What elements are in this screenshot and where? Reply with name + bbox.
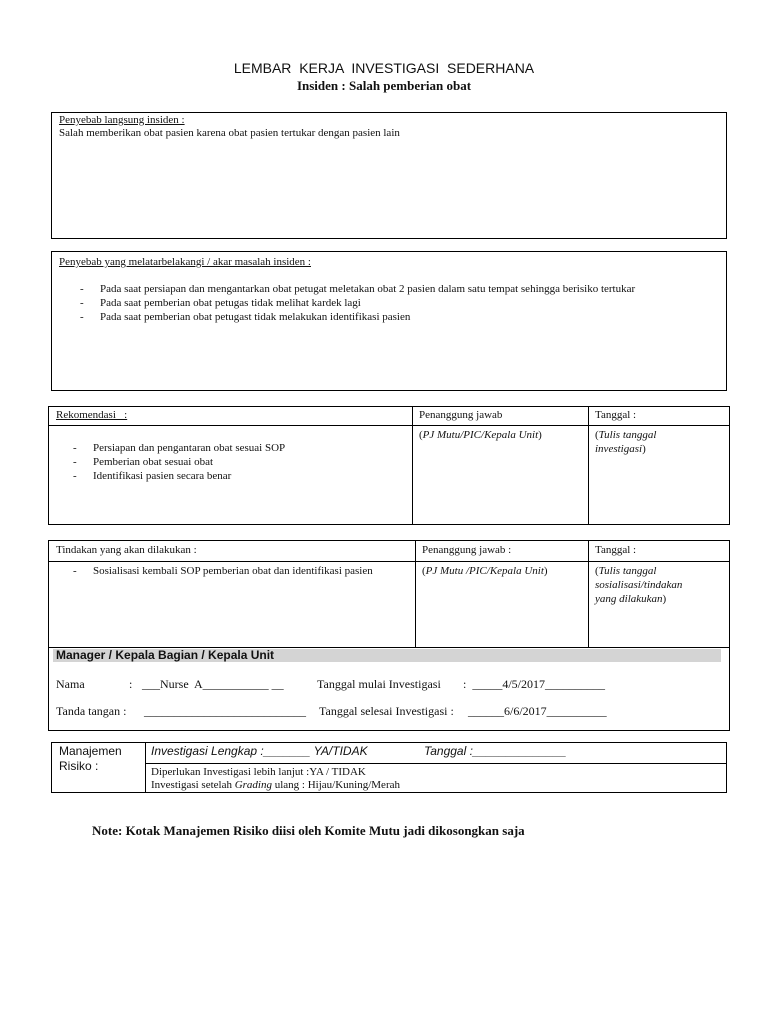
recommendation-table (48, 406, 730, 525)
page-title: LEMBAR KERJA INVESTIGASI SEDERHANA (233, 60, 535, 76)
list-item: - Sosialisasi kembali SOP pemberian obat dan identifikasi pasien (45, 564, 400, 578)
further-investigation-field: Diperlukan Investigasi lebih lanjut :YA / TIDAK (151, 766, 366, 778)
recommendation-pj-value: (PJ Mutu/PIC/Kepala Unit) (419, 429, 542, 441)
grading-field: Investigasi setelah Grading ulang : Hijau/Kuning/Merah (151, 779, 400, 791)
name-label: Nama (56, 677, 85, 691)
list-item: - Pada saat pemberian obat petugast tidak melakukan identifikasi pasien (52, 310, 692, 324)
action-list (45, 564, 400, 578)
end-date-label: Tanggal selesai Investigasi : (319, 704, 454, 718)
start-date-value: : _____4/5/2017__________ (463, 677, 606, 691)
list-item: - Pada saat pemberian obat petugas tidak melihat kardek lagi (52, 296, 692, 310)
risk-management-table (51, 742, 727, 793)
footnote: Note: Kotak Manajemen Risiko diisi oleh Komite Mutu jadi dikosongkan saja (92, 823, 525, 838)
action-heading: Tindakan yang akan dilakukan : (56, 544, 197, 556)
root-cause-list (52, 282, 692, 324)
direct-cause-heading: Penyebab langsung insiden : (59, 114, 185, 126)
page-subtitle: Insiden : Salah pemberian obat (296, 78, 472, 93)
recommendation-date-value: (Tulis tanggal investigasi) (595, 429, 657, 455)
action-date-value: (Tulis tanggal sosialisasi/tindakan yang dilakukan) (595, 565, 683, 605)
investigation-complete-field: Investigasi Lengkap :_______ YA/TIDAK (151, 744, 368, 758)
action-table (48, 540, 730, 731)
list-item: - Pemberian obat sesuai obat (45, 455, 405, 469)
end-date-value: ______6/6/2017__________ (468, 704, 607, 718)
name-colon: : (129, 677, 133, 691)
root-cause-box (51, 251, 727, 391)
signature-line: ___________________________ (144, 704, 306, 718)
direct-cause-text: Salah memberikan obat pasien karena obat pasien tertukar dengan pasien lain (59, 127, 400, 139)
action-date-label: Tanggal : (595, 544, 637, 556)
recommendation-pj-label: Penanggung jawab (419, 409, 503, 421)
recommendation-list (45, 441, 405, 483)
risk-management-label: Manajemen Risiko : (59, 744, 122, 773)
recommendation-date-label: Tanggal : (595, 409, 637, 421)
list-item: - Persiapan dan pengantaran obat sesuai SOP (45, 441, 405, 455)
list-item: - Identifikasi pasien secara benar (45, 469, 405, 483)
root-cause-heading: Penyebab yang melatarbelakangi / akar masalah insiden : (59, 256, 311, 268)
name-value: ___Nurse A___________ __ (142, 677, 284, 691)
action-pj-value: (PJ Mutu /PIC/Kepala Unit) (422, 565, 548, 577)
signature-label: Tanda tangan : (56, 704, 127, 718)
action-pj-label: Penanggung jawab : (422, 544, 512, 556)
direct-cause-box (51, 112, 727, 239)
start-date-label: Tanggal mulai Investigasi (317, 677, 441, 691)
manager-heading: Manager / Kepala Bagian / Kepala Unit (56, 648, 275, 662)
list-item: - Pada saat persiapan dan mengantarkan obat petugat meletakan obat 2 pasien dalam satu tempat sehingga berisiko tertukar (52, 282, 692, 296)
recommendation-heading: Rekomendasi : (56, 409, 128, 421)
risk-date-field: Tanggal :______________ (424, 744, 567, 758)
